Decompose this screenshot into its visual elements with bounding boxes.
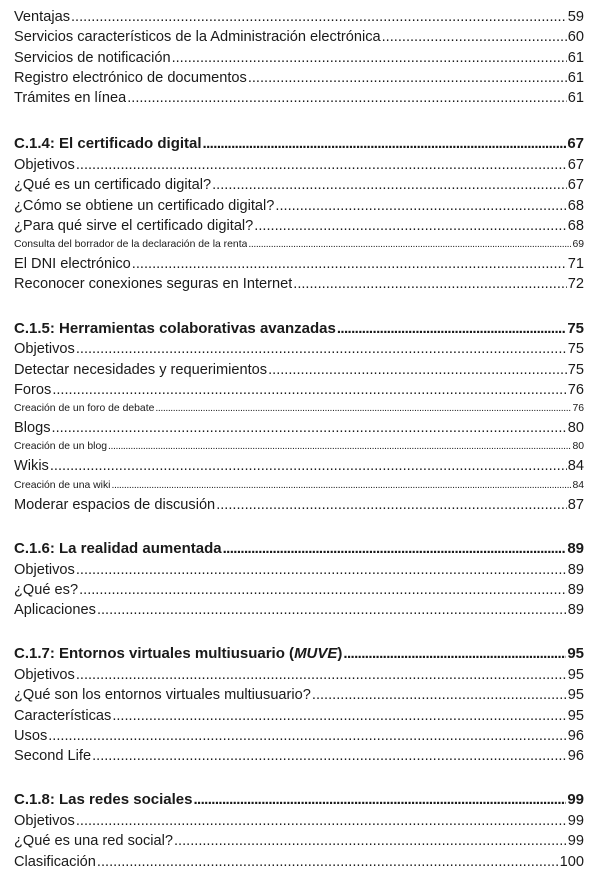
dot-leader bbox=[111, 477, 571, 495]
entry-title bbox=[14, 600, 96, 620]
entry-title-text: Consulta del borrador de la declaración de la renta bbox=[14, 239, 248, 251]
page-number: 84 bbox=[572, 479, 584, 491]
toc-subentry[interactable] bbox=[14, 400, 584, 418]
dot-leader bbox=[97, 852, 559, 872]
entry-title-text: Registro electrónico de documentos bbox=[14, 69, 247, 86]
page-number: 100 bbox=[559, 853, 584, 870]
entry-title bbox=[14, 68, 247, 88]
entry-title bbox=[14, 196, 274, 216]
page-number: 76 bbox=[572, 403, 584, 415]
entry-title-text: Servicios característicos de la Administración electrónica bbox=[14, 29, 381, 46]
chapter-heading-entry[interactable] bbox=[14, 790, 584, 811]
dot-leader bbox=[97, 600, 567, 620]
page-number: 61 bbox=[567, 69, 584, 86]
entry-title-acronym: MUVE bbox=[294, 645, 338, 663]
dot-leader bbox=[112, 706, 566, 726]
entry-title-text: Reconocer conexiones seguras en Internet bbox=[14, 276, 293, 293]
page-number: 69 bbox=[572, 239, 584, 251]
chapter-heading-entry[interactable] bbox=[14, 134, 584, 155]
chapter-heading-entry[interactable] bbox=[14, 319, 584, 340]
section-gap bbox=[14, 766, 584, 790]
toc-entry[interactable] bbox=[14, 48, 584, 68]
dot-leader bbox=[293, 274, 567, 294]
entry-title-text: Objetivos bbox=[14, 341, 75, 358]
dot-leader bbox=[71, 7, 567, 27]
entry-title bbox=[14, 746, 91, 766]
entry-title-text: Objetivos bbox=[14, 156, 75, 173]
entry-title-text: ¿Qué es un certificado digital? bbox=[14, 177, 212, 194]
page-number: 75 bbox=[567, 361, 584, 378]
entry-title-text: C.1.8: Las redes sociales bbox=[14, 791, 193, 809]
entry-title-text: Creación de un foro de debate bbox=[14, 403, 155, 415]
page-number: 61 bbox=[567, 90, 584, 107]
entry-title-text: ¿Qué es una red social? bbox=[14, 833, 173, 850]
toc-entry[interactable] bbox=[14, 418, 584, 438]
page-number: 96 bbox=[567, 727, 584, 744]
entry-title-text: Servicios de notificación bbox=[14, 49, 171, 66]
entry-title-tail: ) bbox=[337, 645, 343, 663]
entry-title bbox=[14, 7, 70, 27]
entry-title-text: Wikis bbox=[14, 458, 49, 475]
entry-title-text: Objetivos bbox=[14, 666, 75, 683]
entry-title bbox=[14, 790, 192, 811]
entry-title-text: Second Life bbox=[14, 748, 92, 765]
toc-entry[interactable] bbox=[14, 155, 584, 175]
toc-entry[interactable] bbox=[14, 811, 584, 831]
toc-entry[interactable] bbox=[14, 175, 584, 195]
entry-title-text: Aplicaciones bbox=[14, 602, 96, 619]
section-gap bbox=[14, 620, 584, 644]
entry-title bbox=[14, 236, 247, 254]
toc-entry[interactable] bbox=[14, 746, 584, 766]
page-number: 68 bbox=[567, 217, 584, 234]
toc-section bbox=[14, 7, 584, 108]
dot-leader bbox=[203, 134, 567, 155]
entry-title-text: Creación de una wiki bbox=[14, 479, 111, 491]
toc-entry[interactable] bbox=[14, 456, 584, 476]
page-number: 67 bbox=[567, 177, 584, 194]
page-number: 95 bbox=[567, 666, 584, 683]
page-number: 95 bbox=[567, 645, 584, 663]
page-number: 61 bbox=[567, 49, 584, 66]
dot-leader bbox=[248, 68, 567, 88]
entry-title bbox=[14, 400, 154, 418]
toc-section bbox=[14, 319, 584, 515]
section-gap bbox=[14, 295, 584, 319]
entry-title bbox=[14, 685, 311, 705]
page-number: 80 bbox=[572, 441, 584, 453]
entry-title bbox=[14, 539, 222, 560]
toc-entry[interactable] bbox=[14, 706, 584, 726]
entry-title bbox=[14, 254, 131, 274]
entry-title-text: Moderar espacios de discusión bbox=[14, 496, 216, 513]
entry-title-text: ¿Qué es? bbox=[14, 581, 79, 598]
page-number: 59 bbox=[567, 9, 584, 25]
dot-leader bbox=[174, 831, 567, 851]
chapter-heading-entry[interactable] bbox=[14, 644, 584, 665]
entry-title bbox=[14, 560, 75, 580]
entry-title-text: ¿Cómo se obtiene un certificado digital? bbox=[14, 197, 275, 214]
dot-leader bbox=[76, 665, 567, 685]
entry-title bbox=[14, 477, 110, 495]
toc-entry[interactable] bbox=[14, 560, 584, 580]
entry-title bbox=[14, 274, 292, 294]
dot-leader bbox=[248, 236, 571, 254]
entry-title bbox=[14, 48, 171, 68]
entry-title bbox=[14, 134, 202, 155]
table-of-contents bbox=[14, 7, 584, 872]
entry-title bbox=[14, 27, 381, 47]
toc-section bbox=[14, 134, 584, 294]
entry-title bbox=[14, 339, 75, 359]
page-number: 75 bbox=[567, 341, 584, 358]
dot-leader bbox=[155, 400, 571, 418]
toc-subentry[interactable] bbox=[14, 438, 584, 456]
dot-leader bbox=[79, 580, 567, 600]
entry-title-text: ¿Para qué sirve el certificado digital? bbox=[14, 217, 254, 234]
entry-title-text: Ventajas bbox=[14, 9, 70, 25]
toc-entry[interactable] bbox=[14, 852, 584, 872]
dot-leader bbox=[108, 438, 571, 456]
page-number: 89 bbox=[567, 561, 584, 578]
toc-entry[interactable] bbox=[14, 380, 584, 400]
page-number: 87 bbox=[567, 496, 584, 513]
page-number: 71 bbox=[567, 256, 584, 273]
entry-title-text: Usos bbox=[14, 727, 48, 744]
dot-leader bbox=[216, 495, 567, 515]
toc-subentry[interactable] bbox=[14, 236, 584, 254]
entry-title bbox=[14, 216, 253, 236]
entry-title-text: C.1.5: Herramientas colaborativas avanzadas bbox=[14, 319, 336, 337]
page-number: 89 bbox=[567, 581, 584, 598]
entry-title-text: Blogs bbox=[14, 420, 51, 437]
page-number: 84 bbox=[567, 458, 584, 475]
dot-leader bbox=[52, 380, 566, 400]
toc-entry[interactable] bbox=[14, 7, 584, 27]
toc-entry[interactable] bbox=[14, 68, 584, 88]
page-number: 72 bbox=[567, 276, 584, 293]
entry-title bbox=[14, 811, 75, 831]
entry-title bbox=[14, 706, 111, 726]
page-number: 99 bbox=[567, 812, 584, 829]
entry-title bbox=[14, 175, 211, 195]
page-number: 99 bbox=[567, 833, 584, 850]
page-number: 96 bbox=[567, 748, 584, 765]
toc-entry[interactable] bbox=[14, 27, 584, 47]
page-number: 89 bbox=[567, 602, 584, 619]
toc-entry[interactable] bbox=[14, 216, 584, 236]
page-number: 68 bbox=[567, 197, 584, 214]
entry-title bbox=[14, 665, 75, 685]
entry-title bbox=[14, 380, 51, 400]
section-gap bbox=[14, 515, 584, 539]
toc-entry[interactable] bbox=[14, 685, 584, 705]
toc-entry[interactable] bbox=[14, 580, 584, 600]
dot-leader bbox=[172, 48, 567, 68]
dot-leader bbox=[76, 339, 567, 359]
toc-entry[interactable] bbox=[14, 831, 584, 851]
page-number: 99 bbox=[567, 791, 584, 809]
dot-leader bbox=[92, 746, 567, 766]
entry-title-text: Foros bbox=[14, 381, 52, 398]
toc-entry[interactable] bbox=[14, 88, 584, 108]
dot-leader bbox=[50, 456, 567, 476]
page-number: 67 bbox=[567, 156, 584, 173]
dot-leader bbox=[254, 216, 566, 236]
entry-title bbox=[14, 88, 126, 108]
dot-leader bbox=[76, 155, 567, 175]
toc-entry[interactable] bbox=[14, 495, 584, 515]
toc-section bbox=[14, 539, 584, 620]
toc-section bbox=[14, 644, 584, 766]
dot-leader bbox=[382, 27, 567, 47]
entry-title-text: Objetivos bbox=[14, 812, 75, 829]
dot-leader bbox=[343, 644, 566, 665]
entry-title bbox=[14, 831, 173, 851]
entry-title-text: Objetivos bbox=[14, 561, 75, 578]
toc-subentry[interactable] bbox=[14, 477, 584, 495]
toc-entry[interactable] bbox=[14, 360, 584, 380]
entry-title-text: Características bbox=[14, 707, 112, 724]
dot-leader bbox=[275, 196, 566, 216]
toc-entry[interactable] bbox=[14, 726, 584, 746]
toc-section bbox=[14, 790, 584, 871]
dot-leader bbox=[132, 254, 567, 274]
dot-leader bbox=[48, 726, 567, 746]
toc-entry[interactable] bbox=[14, 339, 584, 359]
page-number: 89 bbox=[567, 540, 584, 558]
entry-title bbox=[14, 438, 107, 456]
toc-entry[interactable] bbox=[14, 274, 584, 294]
dot-leader bbox=[337, 319, 566, 340]
dot-leader bbox=[76, 811, 567, 831]
toc-entry[interactable] bbox=[14, 665, 584, 685]
dot-leader bbox=[76, 560, 567, 580]
page-number: 75 bbox=[567, 319, 584, 337]
entry-title bbox=[14, 155, 75, 175]
dot-leader bbox=[127, 88, 567, 108]
dot-leader bbox=[193, 790, 566, 811]
toc-entry[interactable] bbox=[14, 254, 584, 274]
chapter-heading-entry[interactable] bbox=[14, 539, 584, 560]
dot-leader bbox=[312, 685, 567, 705]
toc-entry[interactable] bbox=[14, 196, 584, 216]
page-number: 95 bbox=[567, 687, 584, 704]
page-number: 76 bbox=[567, 381, 584, 398]
entry-title bbox=[14, 456, 49, 476]
entry-title bbox=[14, 360, 267, 380]
entry-title bbox=[14, 495, 215, 515]
page-number: 60 bbox=[567, 29, 584, 46]
entry-title bbox=[14, 644, 342, 665]
page-number: 95 bbox=[567, 707, 584, 724]
entry-title-text: C.1.7: Entornos virtuales multiusuario ( bbox=[14, 645, 295, 663]
section-gap bbox=[14, 108, 584, 134]
dot-leader bbox=[268, 360, 567, 380]
entry-title bbox=[14, 580, 78, 600]
entry-title-text: Clasificación bbox=[14, 853, 96, 870]
entry-title-text: ¿Qué son los entornos virtuales multiusuario? bbox=[14, 687, 311, 704]
entry-title bbox=[14, 726, 47, 746]
entry-title-text: El DNI electrónico bbox=[14, 256, 131, 273]
entry-title bbox=[14, 319, 336, 340]
toc-entry[interactable] bbox=[14, 600, 584, 620]
entry-title-text: Trámites en línea bbox=[14, 90, 127, 107]
entry-title-text: C.1.6: La realidad aumentada bbox=[14, 540, 222, 558]
entry-title-text: C.1.4: El certificado digital bbox=[14, 135, 202, 153]
dot-leader bbox=[212, 175, 567, 195]
dot-leader bbox=[223, 539, 567, 560]
entry-title bbox=[14, 852, 96, 872]
entry-title-text: Detectar necesidades y requerimientos bbox=[14, 361, 268, 378]
page-number: 67 bbox=[567, 135, 584, 153]
entry-title-text: Creación de un blog bbox=[14, 441, 108, 453]
entry-title bbox=[14, 418, 51, 438]
page-number: 80 bbox=[567, 420, 584, 437]
dot-leader bbox=[52, 418, 567, 438]
